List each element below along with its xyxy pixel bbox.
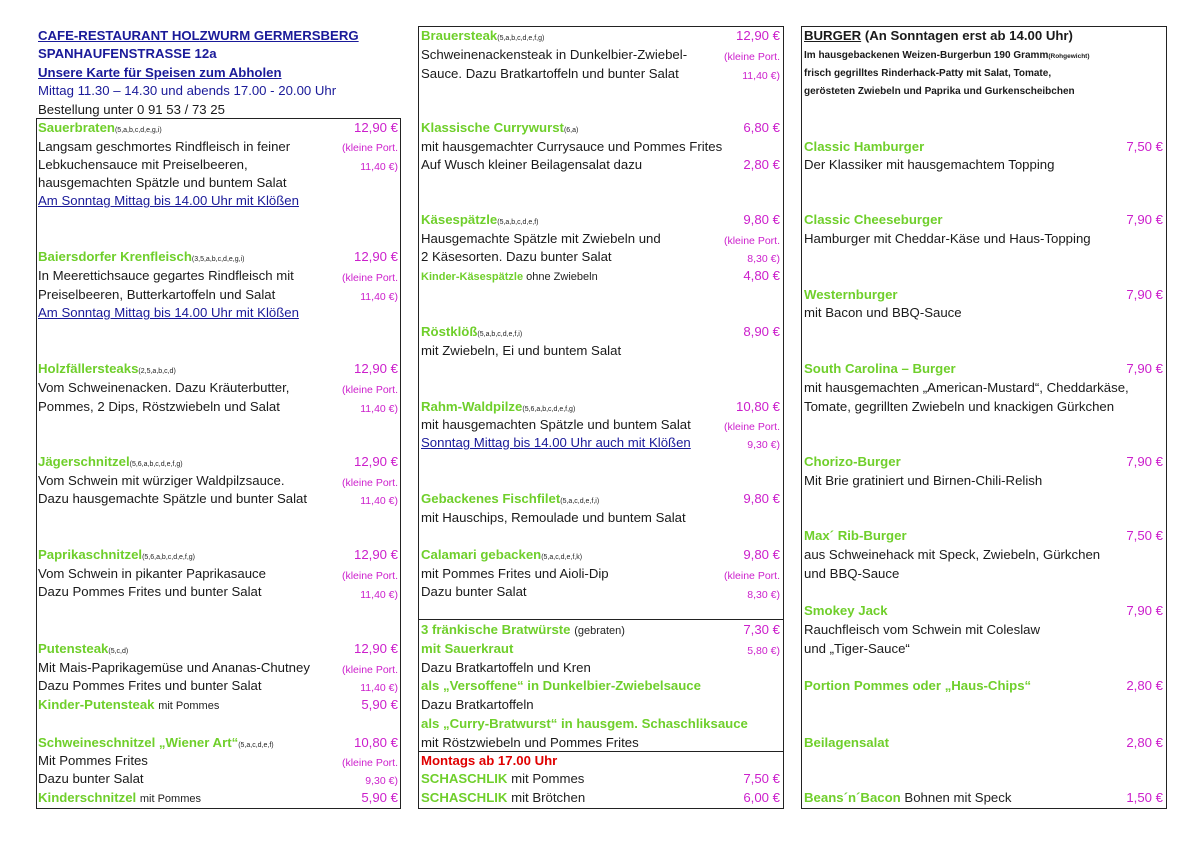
item-description: Hausgemachte Spätzle mit Zwiebeln und: [421, 231, 661, 246]
small-portion-label: (kleine Port.: [341, 384, 398, 396]
item-name: Jägerschnitzel: [38, 454, 130, 469]
item-name: Classic Cheeseburger: [804, 212, 943, 227]
small-portion-price: 9,30 €): [747, 439, 780, 451]
item-name: Käsespätzle: [421, 212, 498, 227]
burger-title-suffix: (An Sonntagen erst ab 14.00 Uhr): [861, 28, 1073, 43]
item-description: Sauce. Dazu Bratkartoffeln und bunter Salat: [421, 66, 679, 81]
item-price: 9,80 €: [743, 212, 780, 227]
item-description: Hamburger mit Cheddar-Käse und Haus-Topping: [804, 231, 1091, 246]
item-description: Dazu hausgemachte Spätzle und bunter Salat: [38, 491, 308, 506]
item-price: 7,90 €: [1126, 212, 1163, 227]
item-description: Vom Schweinenacken. Dazu Kräuterbutter,: [38, 380, 290, 395]
item-name: Portion Pommes oder „Haus-Chips“: [804, 678, 1032, 693]
small-portion-price: 5,80 €): [747, 645, 780, 657]
item-price: 1,50 €: [1126, 790, 1163, 805]
small-portion-label: (kleine Port.: [341, 272, 398, 284]
item-suffix: Bohnen mit Speck: [900, 790, 1012, 805]
item-name: Klassische Currywurst: [421, 120, 564, 135]
kids-item-suffix: ohne Zwiebeln: [526, 271, 598, 283]
item-description: Auf Wusch kleiner Beilagensalat dazu: [421, 157, 643, 172]
item-description: aus Schweinehack mit Speck, Zwiebeln, Gürkchen: [804, 547, 1101, 562]
item-description: Langsam geschmortes Rindfleisch in feiner: [38, 139, 291, 154]
item-price: 9,80 €: [743, 491, 780, 506]
item-price: 7,90 €: [1126, 361, 1163, 376]
item-description: mit hausgemachten Spätzle und buntem Salat: [421, 417, 691, 432]
item-description: mit Zwiebeln, Ei und buntem Salat: [421, 343, 622, 358]
allergen-codes: (5,c,d): [108, 648, 129, 655]
item-name: Beans´n´Bacon: [804, 790, 901, 805]
item-name: Westernburger: [804, 287, 898, 302]
item-description: Tomate, gegrillten Zwiebeln und knackigen Gürkchen: [804, 399, 1115, 414]
item-name: Calamari gebacken: [421, 547, 542, 562]
burger-title: BURGER: [804, 28, 862, 43]
small-portion-label: (kleine Port.: [341, 757, 398, 769]
item-price: 7,90 €: [1126, 454, 1163, 469]
allergen-codes: (5,6,a,b,c,d,e,f,g): [522, 406, 576, 413]
small-portion-label: (kleine Port.: [341, 570, 398, 582]
item-suffix: (gebraten): [574, 625, 625, 637]
small-portion-label: (kleine Port.: [341, 664, 398, 676]
item-price: 2,80 €: [1126, 678, 1163, 693]
item-price: 6,80 €: [743, 120, 780, 135]
item-price: 7,30 €: [743, 622, 780, 637]
item-description: Mit Brie gratiniert und Birnen-Chili-Relish: [804, 473, 1043, 488]
small-portion-label: (kleine Port.: [341, 142, 398, 154]
item-name: Putensteak: [38, 641, 109, 656]
monday-note: Montags ab 17.00 Uhr: [421, 753, 558, 768]
small-portion-price: 11,40 €): [360, 589, 398, 601]
allergen-codes: (5,a,c,d,e,f,i): [560, 498, 600, 505]
item-name: Max´ Rib-Burger: [804, 528, 907, 543]
small-portion-price: 8,30 €): [747, 253, 780, 265]
menu-title: Unsere Karte für Speisen zum Abholen: [38, 65, 282, 80]
item-description: Vom Schwein in pikanter Paprikasauce: [38, 566, 266, 581]
variant-versoffene: als „Versoffene“ in Dunkelbier-Zwiebelsauce: [421, 678, 701, 693]
item-price: 7,50 €: [1126, 528, 1163, 543]
item-price: 12,90 €: [354, 249, 398, 264]
item-name: Chorizo-Burger: [804, 454, 901, 469]
item-price: 7,50 €: [1126, 139, 1163, 154]
allergen-codes: (5,a,c,d,e,f): [238, 742, 274, 749]
item-description: Der Klassiker mit hausgemachtem Topping: [804, 157, 1055, 172]
item-price: 12,90 €: [354, 361, 398, 376]
item-description: Dazu Bratkartoffeln und Kren: [421, 660, 591, 675]
item-description: mit hausgemachten „American-Mustard“, Cheddarkäse,: [804, 380, 1129, 395]
item-suffix: mit Pommes: [158, 700, 220, 712]
small-portion-label: (kleine Port.: [723, 421, 780, 433]
item-description: und BBQ-Sauce: [804, 566, 900, 581]
burger-intro-note: (Rohgewicht): [1048, 53, 1090, 60]
sunday-note: Am Sonntag Mittag bis 14.00 Uhr mit Klößen: [38, 305, 299, 320]
small-portion-label: (kleine Port.: [723, 235, 780, 247]
kids-item-name: Kinder-Käsespätzle: [421, 271, 524, 283]
item-name: Classic Hamburger: [804, 139, 925, 154]
item-name: SCHASCHLIK: [421, 771, 508, 786]
item-price: 12,90 €: [736, 28, 780, 43]
item-price: 7,50 €: [743, 771, 780, 786]
item-name: Schweineschnitzel „Wiener Art“: [38, 735, 239, 750]
small-portion-price: 11,40 €): [360, 403, 398, 415]
item-price: 2,80 €: [1126, 735, 1163, 750]
variant-curry-bratwurst: als „Curry-Bratwurst“ in hausgem. Schaschliksauce: [421, 716, 748, 731]
item-price: 5,90 €: [361, 697, 398, 712]
item-description: 2 Käsesorten. Dazu bunter Salat: [421, 249, 612, 264]
divider-bratwurst: [418, 619, 784, 620]
item-price: 7,90 €: [1126, 603, 1163, 618]
opening-hours: Mittag 11.30 – 14.30 und abends 17.00 - 20.00 Uhr: [38, 83, 337, 98]
allergen-codes: (5,6,a,b,c,d,e,f,g): [142, 554, 195, 561]
burger-intro: Im hausgebackenen Weizen-Burgerbun 190 Gramm: [804, 50, 1049, 61]
item-name: 3 fränkische Bratwürste: [421, 622, 571, 637]
burger-intro: frisch gegrilltes Rinderhack-Patty mit Salat, Tomate,: [804, 68, 1052, 79]
item-price: 8,90 €: [743, 324, 780, 339]
item-description: Dazu bunter Salat: [421, 584, 527, 599]
item-price: 5,90 €: [361, 790, 398, 805]
item-name: Sauerbraten: [38, 120, 115, 135]
item-suffix: mit Pommes: [139, 793, 201, 805]
item-name: Brauersteak: [421, 28, 498, 43]
kids-item-price: 4,80 €: [743, 268, 780, 283]
small-portion-label: (kleine Port.: [341, 477, 398, 489]
item-description: und „Tiger-Sauce“: [804, 641, 910, 656]
item-description: Lebkuchensauce mit Preiselbeeren,: [38, 157, 248, 172]
small-portion-price: 11,40 €): [360, 495, 398, 507]
item-name: Kinderschnitzel: [38, 790, 137, 805]
variant-sauerkraut: mit Sauerkraut: [421, 641, 514, 656]
small-portion-price: 11,40 €): [360, 291, 398, 303]
item-name: Beilagensalat: [804, 735, 890, 750]
item-description: Dazu Bratkartoffeln: [421, 697, 534, 712]
divider-monday: [418, 751, 784, 752]
small-portion-price: 8,30 €): [747, 589, 780, 601]
item-description: mit Röstzwiebeln und Pommes Frites: [421, 735, 639, 750]
item-description: Dazu bunter Salat: [38, 771, 144, 786]
item-description: Schweinenackensteak in Dunkelbier-Zwiebel-: [421, 47, 688, 62]
item-description: hausgemachten Spätzle und buntem Salat: [38, 175, 287, 190]
item-name: Smokey Jack: [804, 603, 888, 618]
item-name: SCHASCHLIK: [421, 790, 508, 805]
item-name: South Carolina – Burger: [804, 361, 956, 376]
item-description: mit Pommes Frites und Aioli-Dip: [421, 566, 609, 581]
small-portion-price: 11,40 €): [742, 70, 780, 82]
allergen-codes: (5,a,b,c,d,e,g,i): [114, 127, 162, 134]
item-price: 12,90 €: [354, 641, 398, 656]
small-portion-price: 9,30 €): [365, 775, 398, 787]
item-price: 12,90 €: [354, 454, 398, 469]
restaurant-name: CAFE-RESTAURANT HOLZWURM GERMERSBERG: [38, 28, 359, 43]
item-description: Mit Mais-Paprikagemüse und Ananas-Chutney: [38, 660, 310, 675]
item-price: 10,80 €: [354, 735, 398, 750]
item-name: Paprikaschnitzel: [38, 547, 143, 562]
allergen-codes: (5,a,b,c,d,e,f,i): [477, 331, 523, 338]
allergen-codes: (5,a,b,c,d,e,f,g): [497, 35, 545, 42]
item-description: Pommes, 2 Dips, Röstzwiebeln und Salat: [38, 399, 280, 414]
item-price: 10,80 €: [736, 399, 780, 414]
allergen-codes: (6,a): [563, 127, 579, 134]
item-price: 12,90 €: [354, 547, 398, 562]
item-price: 7,90 €: [1126, 287, 1163, 302]
allergen-codes: (5,a,c,d,e,f,k): [541, 554, 583, 561]
allergen-codes: (2,5,a,b,c,d): [138, 368, 176, 375]
allergen-codes: (5,6,a,b,c,d,e,f,g): [129, 461, 183, 468]
item-name: Gebackenes Fischfilet: [421, 491, 561, 506]
item-suffix: mit Pommes: [511, 771, 585, 786]
item-suffix: mit Brötchen: [511, 790, 586, 805]
item-description: Rauchfleisch vom Schwein mit Coleslaw: [804, 622, 1040, 637]
item-description: mit hausgemachter Currysauce und Pommes Frites: [421, 139, 723, 154]
side-salad-price: 2,80 €: [743, 157, 780, 172]
item-name: Kinder-Putensteak: [38, 697, 155, 712]
item-name: Holzfällersteaks: [38, 361, 139, 376]
item-description: Dazu Pommes Frites und bunter Salat: [38, 678, 262, 693]
item-price: 12,90 €: [354, 120, 398, 135]
item-name: Röstklöß: [421, 324, 478, 339]
item-name: Rahm-Waldpilze: [421, 399, 523, 414]
item-price: 9,80 €: [743, 547, 780, 562]
item-description: Vom Schwein mit würziger Waldpilzsauce.: [38, 473, 285, 488]
item-name: Baiersdorfer Krenfleisch: [38, 249, 192, 264]
restaurant-address: SPANHAUFENSTRASSE 12a: [38, 46, 217, 61]
item-price: 6,00 €: [743, 790, 780, 805]
small-portion-label: (kleine Port.: [723, 51, 780, 63]
item-description: In Meerettichsauce gegartes Rindfleisch mit: [38, 268, 294, 283]
item-description: mit Hauschips, Remoulade und buntem Salat: [421, 510, 686, 525]
item-description: Preiselbeeren, Butterkartoffeln und Salat: [38, 287, 276, 302]
small-portion-price: 11,40 €): [360, 161, 398, 173]
allergen-codes: (3,5,a,b,c,d,e,g,i): [191, 256, 245, 263]
small-portion-label: (kleine Port.: [723, 570, 780, 582]
sunday-note: Sonntag Mittag bis 14.00 Uhr auch mit Klößen: [421, 435, 691, 450]
allergen-codes: (5,a,b,c,d,e,f): [497, 219, 539, 226]
burger-intro: gerösteten Zwiebeln und Paprika und Gurkenscheibchen: [804, 86, 1075, 97]
order-phone: Bestellung unter 0 91 53 / 73 25: [38, 102, 225, 117]
item-description: Dazu Pommes Frites und bunter Salat: [38, 584, 262, 599]
item-description: Mit Pommes Frites: [38, 753, 148, 768]
small-portion-price: 11,40 €): [360, 682, 398, 694]
item-description: mit Bacon und BBQ-Sauce: [804, 305, 962, 320]
sunday-note: Am Sonntag Mittag bis 14.00 Uhr mit Klößen: [38, 193, 299, 208]
